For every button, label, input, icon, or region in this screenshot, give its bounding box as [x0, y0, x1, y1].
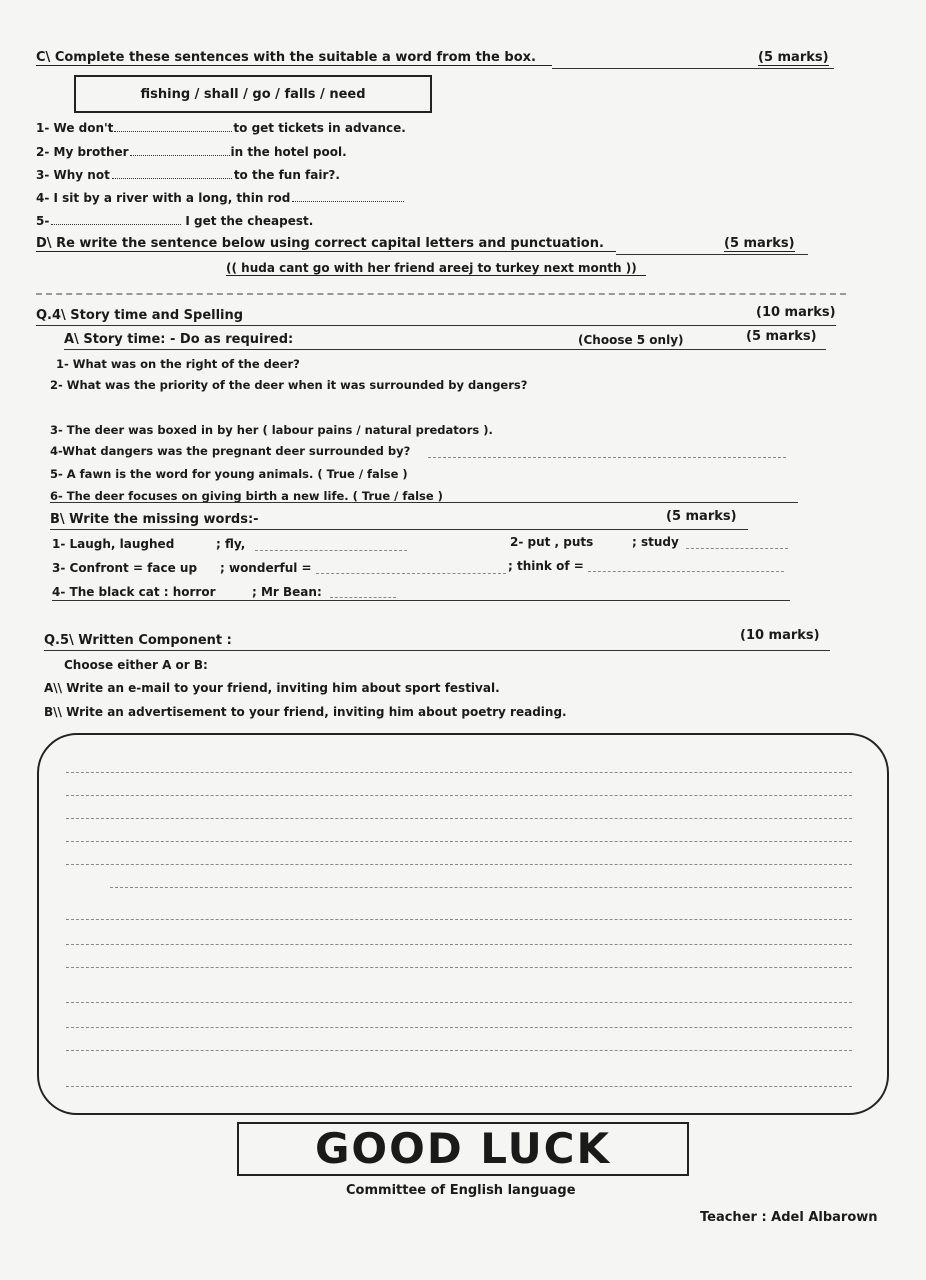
word-box-text: fishing / shall / go / falls / need — [140, 86, 366, 102]
q4-heading: Q.4\ Story time and Spelling — [36, 308, 244, 323]
q5-heading: Q.5\ Written Component : — [44, 633, 232, 648]
writing-area[interactable] — [37, 733, 889, 1115]
sentence-1-end: to get tickets in advance. — [233, 121, 406, 135]
part-a-heading: A\ Story time: - Do as required: — [64, 332, 294, 347]
section-d-heading: D\ Re write the sentence below using correct capital letters and punctuation. — [36, 236, 616, 252]
blank — [130, 155, 230, 156]
rewrite-sentence: (( huda cant go with her friend areej to turkey next month )) — [226, 261, 646, 276]
heading-rule — [36, 325, 836, 326]
heading-rule — [616, 254, 808, 255]
answer-line — [66, 864, 852, 865]
sentence-3-end: to the fun fair?. — [233, 168, 340, 182]
story-q3: 3- The deer was boxed in by her ( labour pains / natural predators ). — [50, 423, 493, 437]
answer-line — [686, 548, 788, 549]
answer-line — [36, 293, 846, 295]
sentence-5-start: 5- — [36, 214, 50, 228]
section-c-heading: C\ Complete these sentences with the suitable a word from the box. — [36, 50, 552, 66]
answer-line — [66, 967, 852, 968]
sentence-2 — [36, 145, 347, 159]
word-6: ; wonderful = — [220, 561, 312, 575]
word-4: ; study — [632, 535, 679, 549]
story-q6: 6- The deer focuses on giving birth a new life. ( True / false ) — [50, 489, 443, 503]
answer-line — [66, 1050, 852, 1051]
answer-line — [66, 772, 852, 773]
word-7: ; think of = — [508, 559, 584, 573]
sentence-1 — [36, 121, 406, 135]
answer-line — [110, 887, 852, 888]
word-2: ; fly, — [216, 537, 246, 551]
option-b: B\\ Write an advertisement to your friend, inviting him about poetry reading. — [44, 705, 567, 719]
sentence-5 — [36, 214, 313, 228]
sentence-2-end: in the hotel pool. — [230, 145, 347, 159]
sentence-4-start: 4- I sit by a river with a long, thin rod — [36, 191, 291, 205]
story-q4-text: 4-What dangers was the pregnant deer surrounded by? — [50, 444, 411, 458]
q4-marks: (10 marks) — [756, 305, 836, 320]
answer-line — [66, 1002, 852, 1003]
blank — [292, 201, 404, 202]
heading-rule — [64, 349, 826, 350]
q5-marks: (10 marks) — [740, 628, 820, 643]
story-q4 — [50, 444, 410, 458]
answer-line — [66, 919, 852, 920]
heading-rule — [50, 502, 798, 503]
heading-rule — [44, 650, 830, 651]
sentence-3 — [36, 168, 340, 182]
story-q1: 1- What was on the right of the deer? — [56, 357, 300, 371]
sentence-1-start: 1- We don't — [36, 121, 114, 135]
committee-label: Committee of English language — [346, 1183, 576, 1198]
answer-line — [66, 1086, 852, 1087]
choose-note: (Choose 5 only) — [578, 333, 684, 347]
answer-line — [66, 795, 852, 796]
answer-line — [66, 1027, 852, 1028]
teacher-name: Teacher : Adel Albarown — [700, 1210, 878, 1225]
word-9: ; Mr Bean: — [252, 585, 322, 599]
heading-rule — [52, 600, 790, 601]
answer-line — [316, 573, 506, 574]
heading-rule — [50, 529, 748, 530]
heading-rule — [552, 68, 834, 69]
blank — [112, 178, 232, 179]
sentence-4 — [36, 191, 404, 205]
word-3: 2- put , puts — [510, 535, 594, 549]
section-c-marks: (5 marks) — [758, 50, 829, 65]
blank — [114, 131, 232, 132]
part-b-marks: (5 marks) — [666, 509, 737, 524]
answer-line — [66, 818, 852, 819]
good-luck-text: GOOD LUCK — [314, 1124, 612, 1173]
part-a-marks: (5 marks) — [746, 329, 817, 344]
answer-line — [66, 944, 852, 945]
good-luck-banner — [237, 1122, 689, 1176]
answer-line — [330, 597, 396, 598]
story-q5: 5- A fawn is the word for young animals. ( True / false ) — [50, 467, 408, 481]
word-8: 4- The black cat : horror — [52, 585, 216, 599]
sentence-2-start: 2- My brother — [36, 145, 129, 159]
sentence-3-start: 3- Why not — [36, 168, 110, 182]
answer-line — [66, 841, 852, 842]
word-box — [74, 75, 432, 113]
blank — [51, 224, 181, 225]
part-b-heading: B\ Write the missing words:- — [50, 512, 259, 527]
option-a: A\\ Write an e-mail to your friend, inviting him about sport festival. — [44, 681, 500, 695]
answer-line — [588, 571, 784, 572]
choose-either: Choose either A or B: — [64, 658, 208, 672]
answer-line — [428, 457, 786, 458]
section-d-marks: (5 marks) — [724, 236, 795, 251]
sentence-5-end: I get the cheapest. — [185, 214, 314, 228]
word-1: 1- Laugh, laughed — [52, 537, 175, 551]
story-q2: 2- What was the priority of the deer when it was surrounded by dangers? — [50, 378, 528, 392]
word-5: 3- Confront = face up — [52, 561, 198, 575]
answer-line — [255, 550, 407, 551]
